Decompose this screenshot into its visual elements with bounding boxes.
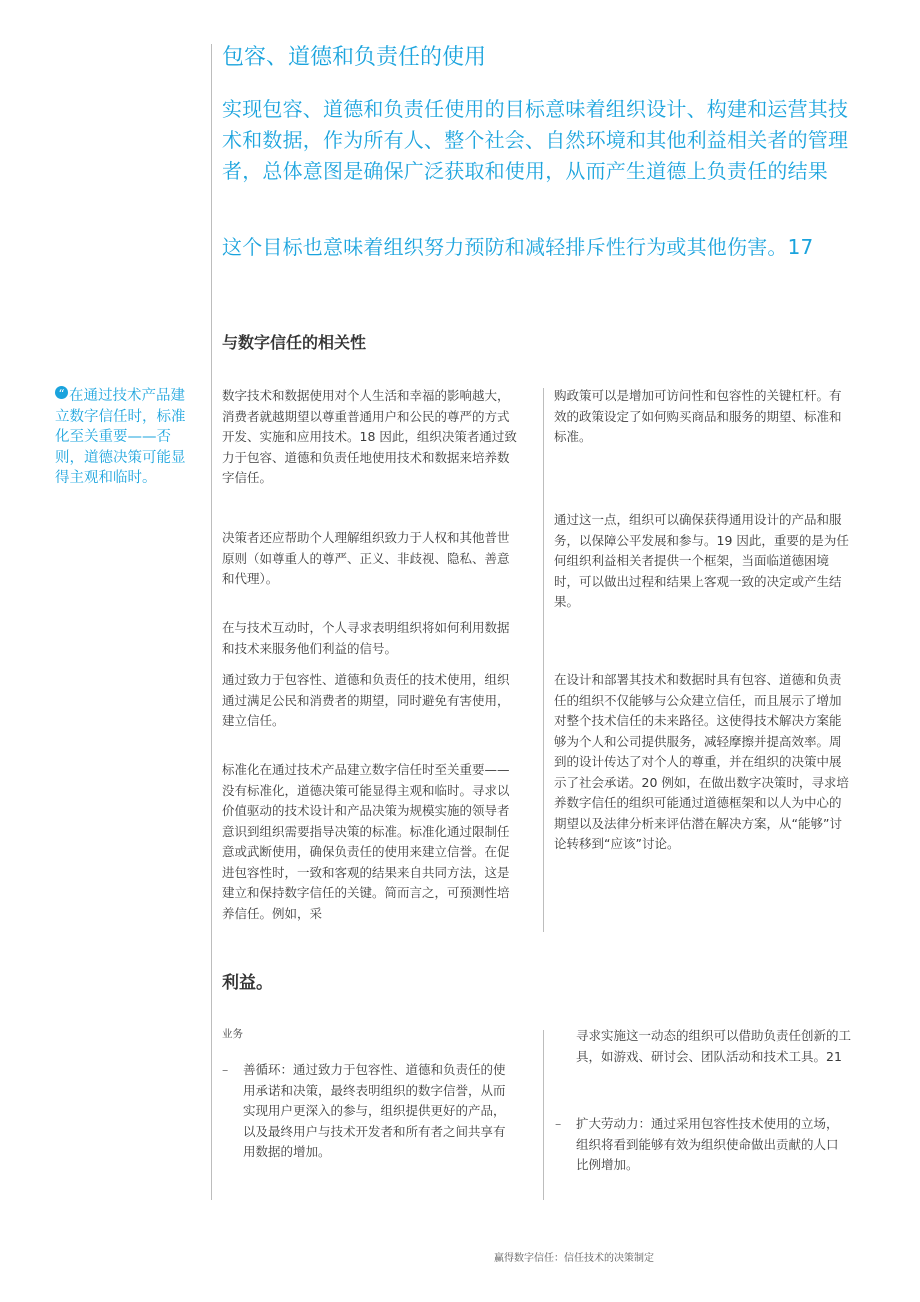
footer-text: 赢得数字信任：信任技术的决策制定 xyxy=(494,1253,654,1264)
column-divider-bottom xyxy=(543,1030,544,1200)
bullet-dash: – xyxy=(222,1062,229,1077)
left-paragraph-2: 决策者还应帮助个人理解组织致力于人权和其他普世原则（如尊重人的尊严、正义、非歧视、隐私、善意和代理）。 xyxy=(222,530,510,586)
right-paragraph-1: 购政策可以是增加可访问性和包容性的关键杠杆。有效的政策设定了如何购买商品和服务的期望、标准和标准。 xyxy=(554,388,842,444)
business-subheading: 业务 xyxy=(222,1028,243,1040)
lead-paragraph-1: 实现包容、道德和负责任使用的目标意味着组织设计、构建和运营其技术和数据，作为所有人、整个社会、自然环境和其他利益相关者的管理者，总体意图是确保广泛获取和使用，从而产生道德上负责任的结果 xyxy=(222,97,849,183)
left-paragraph-1: 数字技术和数据使用对个人生活和幸福的影响越大，消费者就越期望以尊重普通用户和公民的尊严的方式开发、实施和应用技术。18 因此，组织决策者通过致力于包容、道德和负责任地使用技术和数据来培养数字信任。 xyxy=(222,388,517,485)
quote-icon: “ xyxy=(55,386,68,399)
section-title: 包容、道德和负责任的使用 xyxy=(222,45,487,70)
continuation-text: 寻求实施这一动态的组织可以借助负责任创新的工具，如游戏、研讨会、团队活动和技术工具。21 xyxy=(576,1028,852,1064)
relevance-heading: 与数字信任的相关性 xyxy=(222,333,367,352)
left-paragraph-5: 标准化在通过技术产品建立数字信任时至关重要——没有标准化，道德决策可能显得主观和临时。寻求以价值驱动的技术设计和产品决策为规模实施的领导者意识到组织需要指导决策的标准。标准化通过限制任意或武断使用，确保负责任的使用来建立信誉。在促进包容性时，一致和客观的结果来自共同方法，这是建立和保持数字信任的关键。简而言之，可预测性培养信任。例如，采 xyxy=(222,762,510,921)
left-paragraph-4: 通过致力于包容性、道德和负责任的技术使用，组织通过满足公民和消费者的期望，同时避免有害使用，建立信任。 xyxy=(222,672,510,728)
pull-quote xyxy=(55,386,190,489)
left-paragraph-3: 在与技术互动时，个人寻求表明组织将如何利用数据和技术来服务他们利益的信号。 xyxy=(222,620,510,656)
bullet-text: 善循环：通过致力于包容性、道德和负责任的使用承诺和决策，最终表明组织的数字信誉，从而实现用户更深入的参与，组织提供更好的产品，以及最终用户与技术开发者和所有者之间共享有用数据的增加。 xyxy=(243,1062,506,1159)
pull-quote-text: 在通过技术产品建立数字信任时，标准化至关重要——否则，道德决策可能显得主观和临时。 xyxy=(55,388,186,486)
right-paragraph-3: 在设计和部署其技术和数据时具有包容、道德和负责任的组织不仅能够与公众建立信任，而且展示了增加对整个技术信任的未来路径。这使得技术解决方案能够为个人和公司提供服务，减轻摩擦并提高效率。周到的设计传达了对个人的尊重，并在组织的决策中展示了社会承诺。20 例如，在做出数字决策时，寻求培养数字信任的组织可能通过道德框架和以人为中心的期望以及法律分析来评估潜在解决方案，从“能够”讨论转移到“应该”讨论。 xyxy=(554,672,849,851)
bullet-text: 扩大劳动力：通过采用包容性技术使用的立场，组织将看到能够有效为组织使命做出贡献的人口比例增加。 xyxy=(576,1116,839,1172)
lead-paragraph-2: 这个目标也意味着组织努力预防和减轻排斥性行为或其他伤害。17 xyxy=(222,235,814,259)
bullet-dash: – xyxy=(555,1116,562,1131)
right-paragraph-2: 通过这一点，组织可以确保获得通用设计的产品和服务，以保障公平发展和参与。19 因此，重要的是为任何组织利益相关者提供一个框架，当面临道德困境时，可以做出过程和结果上客观一致的决定或产生结果。 xyxy=(554,512,849,609)
column-divider-top xyxy=(543,388,544,932)
benefit-continuation xyxy=(576,1026,860,1067)
main-left-rule xyxy=(211,44,212,1200)
benefits-heading: 利益。 xyxy=(222,973,273,993)
